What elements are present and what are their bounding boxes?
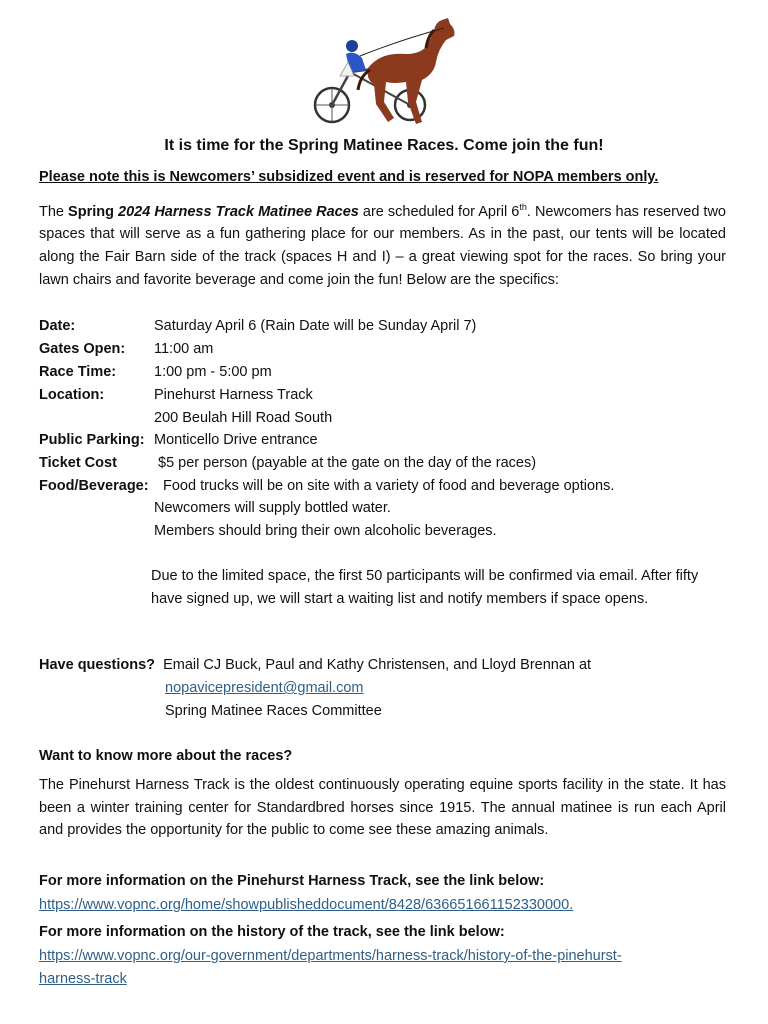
food-beverage-label: Food/Beverage: xyxy=(39,478,149,494)
questions-label: Have questions? xyxy=(39,657,156,673)
email-line xyxy=(165,677,363,700)
public-parking-label: Public Parking: xyxy=(39,432,145,448)
gates-open-label: Gates Open: xyxy=(39,341,126,357)
info1-link-line xyxy=(39,894,729,917)
food-beverage-value-line2: Newcomers will supply bottled water. xyxy=(154,500,391,516)
more-paragraph: The Pinehurst Harness Track is the oldest continuously operating equine sports facility in the state. It has been a winter training center for Standardbred horses since 1915. The annual matinee is run each April and provides the opportunity for the public to come see these amazing animals. xyxy=(39,777,726,839)
event-specifics xyxy=(39,315,739,539)
more-heading: Want to know more about the races? xyxy=(39,748,293,764)
location-value-line2: 200 Beulah Hill Road South xyxy=(154,410,333,426)
gates-open-value: 11:00 am xyxy=(154,341,214,357)
info1-link[interactable]: https://www.vopnc.org/home/showpublisheddocument/8428/636651661152330000. xyxy=(39,897,574,913)
info1-heading: For more information on the Pinehurst Harness Track, see the link below: xyxy=(39,873,545,889)
ticket-cost-value: $5 per person (payable at the gate on the day of the races) xyxy=(158,455,537,471)
members-only-notice: Please note this is Newcomers’ subsidized event and is reserved for NOPA members only. xyxy=(39,169,659,185)
info2-link-line xyxy=(39,945,729,990)
questions-line xyxy=(39,654,739,677)
food-beverage-value-line1: Food trucks will be on site with a variety of food and beverage options. xyxy=(163,478,615,494)
limited-space-note: Due to the limited space, the first 50 participants will be confirmed via email. After fifty have signed up, we will start a waiting list and notify members if space opens. xyxy=(151,568,699,607)
intro-paragraph: The Spring 2024 Harness Track Matinee Races are scheduled for April 6th. Newcomers has reserved two spaces that will serve as a fun gathering place for our members. As in the past, our tents will be located along the Fair Barn side of the track (spaces H and I) – a great viewing spot for the races. So bring your lawn chairs and favorite beverage and come join the fun! Below are the specifics: xyxy=(39,202,727,288)
race-time-value: 1:00 pm - 5:00 pm xyxy=(154,364,272,380)
questions-text: Email CJ Buck, Paul and Kathy Christensen, and Lloyd Brennan at xyxy=(163,657,592,673)
email-link[interactable]: nopavicepresident@gmail.com xyxy=(165,680,364,696)
page-title: It is time for the Spring Matinee Races. Come join the fun! xyxy=(164,137,604,154)
committee-name: Spring Matinee Races Committee xyxy=(165,703,382,719)
location-value-line1: Pinehurst Harness Track xyxy=(154,387,313,403)
harness-racing-horse-icon xyxy=(310,10,460,135)
date-label: Date: xyxy=(39,318,76,334)
ticket-cost-label: Ticket Cost xyxy=(39,455,117,471)
public-parking-value: Monticello Drive entrance xyxy=(154,432,318,448)
food-beverage-value-line3: Members should bring their own alcoholic beverages. xyxy=(154,523,497,539)
info2-heading: For more information on the history of the track, see the link below: xyxy=(39,924,505,940)
info2-link[interactable]: https://www.vopnc.org/our-government/departments/harness-track/history-of-the-pinehurst- harness-track xyxy=(39,948,622,987)
date-value: Saturday April 6 (Rain Date will be Sunday April 7) xyxy=(154,318,477,334)
race-time-label: Race Time: xyxy=(39,364,117,380)
location-label: Location: xyxy=(39,387,105,403)
